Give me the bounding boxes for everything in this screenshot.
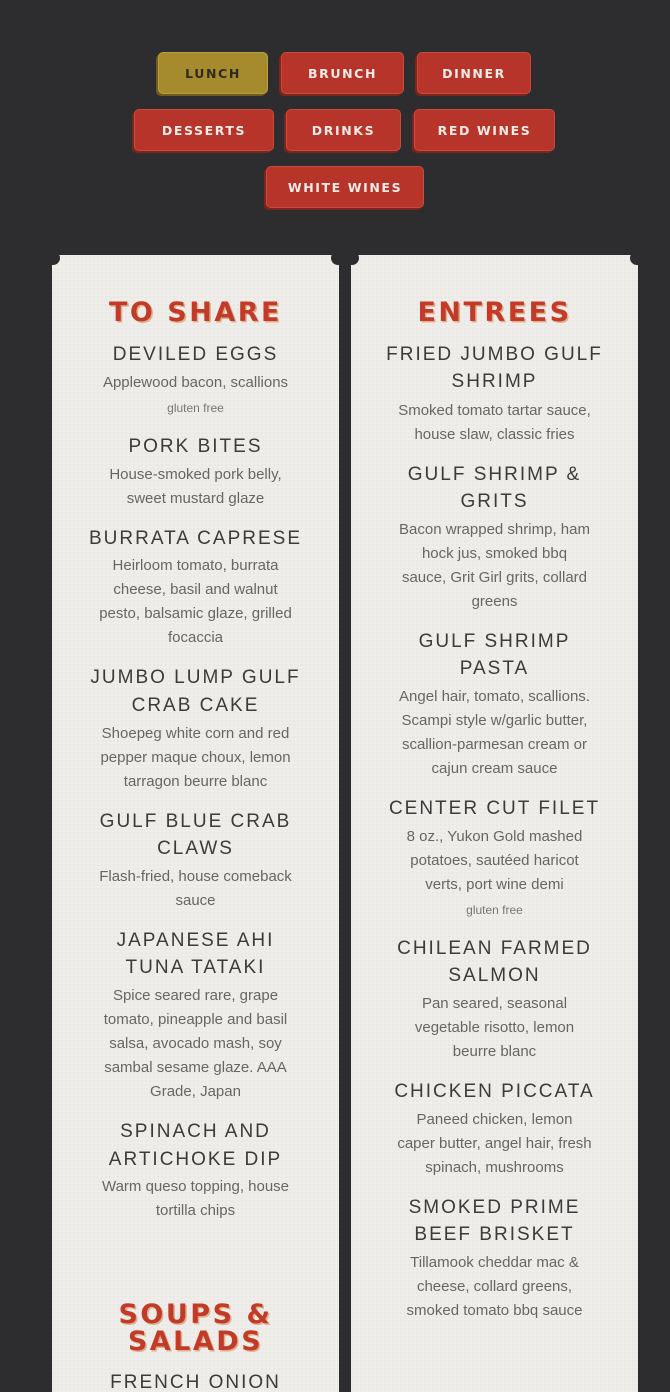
item-description: spinach, mushrooms	[425, 1159, 564, 1176]
item-name: CHICKEN PICCATA	[394, 1081, 595, 1102]
item-name: ARTICHOKE DIP	[108, 1149, 283, 1170]
item-description: Grade, Japan	[150, 1083, 241, 1100]
item-name: SMOKED PRIME	[408, 1197, 581, 1218]
item-name: BURRATA CAPRESE	[88, 528, 302, 549]
item-description: vegetable risotto, lemon	[414, 1019, 575, 1036]
menu-column-entrees	[351, 255, 638, 1392]
tab-brunch[interactable]: BRUNCH	[281, 52, 404, 94]
item-description: Heirloom tomato, burrata	[112, 557, 279, 574]
item-description: house slaw, classic fries	[414, 426, 575, 443]
tab-lunch[interactable]: LUNCH	[158, 52, 268, 94]
item-tag: gluten free	[167, 401, 224, 415]
section-title-soups-salads: SALADS	[127, 1326, 264, 1357]
item-name: BEEF BRISKET	[414, 1224, 575, 1245]
item-description: beurre blanc	[452, 1043, 537, 1060]
menu-column-to-share	[52, 255, 339, 1392]
item-description: greens	[471, 593, 518, 610]
item-name: TUNA TATAKI	[125, 957, 266, 978]
item-description: hock jus, smoked bbq	[421, 545, 568, 562]
item-description: Tillamook cheddar mac &	[410, 1254, 579, 1271]
item-name: CHILEAN FARMED	[397, 938, 592, 959]
item-description: Shoepeg white corn and red	[101, 725, 290, 742]
item-name: GULF SHRIMP &	[407, 464, 582, 485]
item-description: 8 oz., Yukon Gold mashed	[406, 828, 583, 845]
item-description: sauce, Grit Girl grits, collard	[401, 569, 588, 586]
item-description: sauce	[175, 892, 216, 909]
item-description: Applewood bacon, scallions	[102, 374, 289, 391]
item-name: FRIED JUMBO GULF	[386, 344, 603, 365]
item-description: caper butter, angel hair, fresh	[397, 1135, 592, 1152]
item-description: Flash-fried, house comeback	[99, 868, 292, 885]
item-description: Paneed chicken, lemon	[416, 1111, 573, 1128]
item-description: Bacon wrapped shrimp, ham	[399, 521, 590, 538]
item-description: Angel hair, tomato, scallions.	[399, 688, 590, 705]
item-description: smoked tomato bbq sauce	[406, 1302, 583, 1319]
item-name: CLAWS	[157, 838, 234, 859]
item-description: cheese, basil and walnut	[113, 581, 278, 598]
item-description: cajun cream sauce	[431, 760, 558, 777]
item-description: cheese, collard greens,	[416, 1278, 573, 1295]
item-name: JUMBO LUMP GULF	[90, 667, 301, 688]
tab-white-wines[interactable]: WHITE WINES	[266, 166, 424, 208]
tab-dinner[interactable]: DINNER	[417, 52, 531, 94]
item-description: Warm queso topping, house	[101, 1178, 290, 1195]
tab-desserts[interactable]: DESSERTS	[134, 109, 274, 151]
item-name: SPINACH AND	[120, 1121, 271, 1142]
tab-red-wines[interactable]: RED WINES	[414, 109, 555, 151]
item-description: tarragon beurre blanc	[123, 773, 268, 790]
item-description: salsa, avocado mash, soy	[109, 1035, 282, 1052]
item-description: Pan seared, seasonal	[421, 995, 568, 1012]
item-description: focaccia	[167, 629, 224, 646]
item-description: pepper maque choux, lemon	[100, 749, 291, 766]
item-description: sambal sesame glaze. AAA	[104, 1059, 287, 1076]
tab-drinks[interactable]: DRINKS	[286, 109, 401, 151]
section-title-entrees: ENTREES	[417, 297, 572, 328]
item-description: scallion-parmesan cream or	[401, 736, 588, 753]
item-description: potatoes, sautéed haricot	[410, 852, 579, 869]
item-name: JAPANESE AHI	[116, 930, 275, 951]
item-description: Scampi style w/garlic butter,	[401, 712, 588, 729]
item-tag: gluten free	[466, 903, 523, 917]
item-name: GRITS	[460, 491, 529, 512]
item-description: House-smoked pork belly,	[109, 466, 282, 483]
item-description: Spice seared rare, grape	[112, 987, 279, 1004]
item-description: tortilla chips	[155, 1202, 236, 1219]
item-name: CENTER CUT FILET	[388, 798, 601, 819]
item-name: PORK BITES	[128, 436, 263, 457]
item-name: CRAB CAKE	[131, 695, 260, 716]
item-name: GULF BLUE CRAB	[99, 811, 292, 832]
section-title-soups-salads: SOUPS &	[118, 1299, 273, 1330]
item-description: sweet mustard glaze	[126, 490, 265, 507]
section-title-to-share: TO SHARE	[109, 297, 282, 328]
item-description: Smoked tomato tartar sauce,	[398, 402, 591, 419]
item-description: verts, port wine demi	[425, 876, 564, 893]
item-name: DEVILED EGGS	[112, 344, 279, 365]
item-description: pesto, balsamic glaze, grilled	[99, 605, 292, 622]
item-name: PASTA	[459, 658, 530, 679]
item-description: tomato, pineapple and basil	[103, 1011, 288, 1028]
item-name: GULF SHRIMP	[418, 631, 571, 652]
item-name: SHRIMP	[451, 371, 538, 392]
item-name: FRENCH ONION	[110, 1372, 281, 1392]
item-name: SALMON	[448, 965, 541, 986]
